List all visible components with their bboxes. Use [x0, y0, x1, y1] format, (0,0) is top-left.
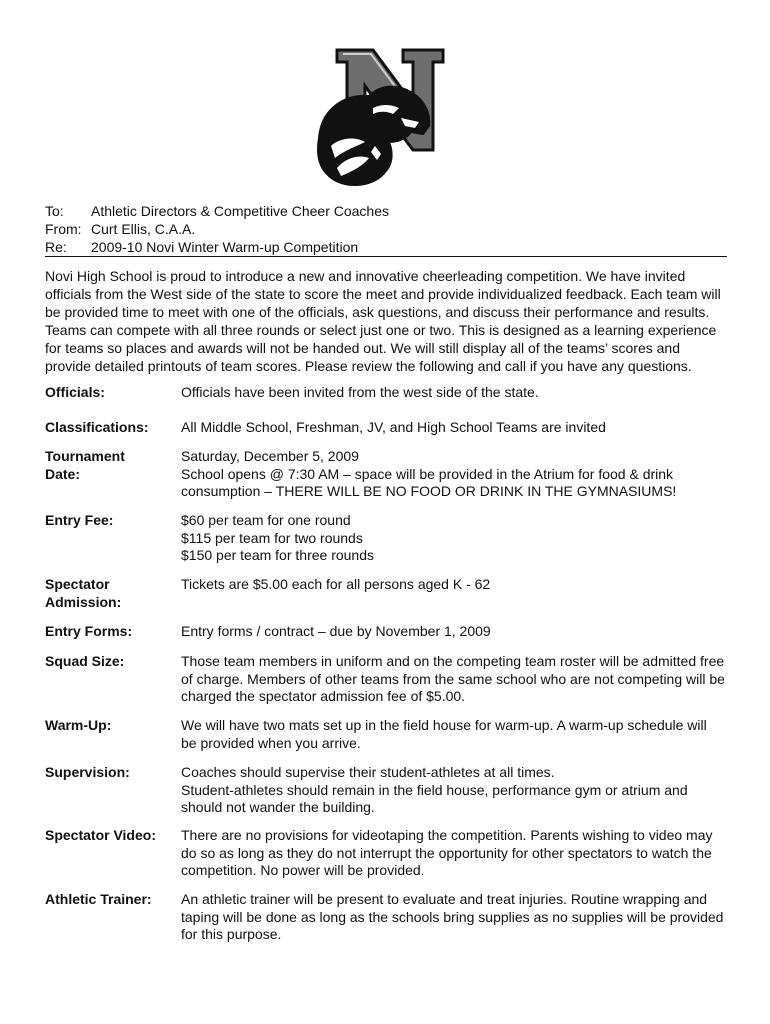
detail-label: Classifications:	[45, 419, 149, 435]
detail-label: Tournament Date:	[45, 448, 125, 482]
memo-from-row	[45, 220, 735, 238]
detail-entry-fee	[45, 512, 735, 565]
detail-spectator-video	[45, 827, 735, 880]
detail-label: Entry Fee:	[45, 512, 114, 528]
detail-spectator-admission	[45, 576, 735, 611]
detail-entry-forms	[45, 623, 735, 641]
detail-label: Officials:	[45, 384, 105, 400]
detail-tournament-date	[45, 448, 735, 501]
novi-wildcats-logo	[315, 42, 453, 192]
detail-label: Athletic Trainer:	[45, 891, 152, 907]
intro-line: officials from the West side of the state to score the meet and provide individualized feedback. Each team will	[45, 286, 721, 302]
detail-value: $60 per team for one round $115 per team for two rounds $150 per team for three rounds	[181, 512, 375, 563]
detail-value: Coaches should supervise their student-athletes at all times. Student-athletes should remain in the field house, performance gym or atrium and should not wander the building.	[181, 764, 688, 815]
detail-classifications	[45, 419, 735, 437]
detail-value: Entry forms / contract – due by November 1, 2009	[181, 623, 491, 639]
detail-label: Entry Forms:	[45, 623, 133, 639]
memo-to-row	[45, 202, 735, 220]
memo-re-label: Re:	[45, 239, 67, 255]
detail-squad-size	[45, 653, 735, 706]
intro-line: be provided time to meet with one of the officials, ask questions, and discuss their performance and results.	[45, 304, 710, 320]
header-divider	[45, 256, 727, 257]
detail-label: Warm-Up:	[45, 717, 112, 733]
memo-header	[45, 202, 735, 256]
detail-athletic-trainer	[45, 891, 735, 944]
memo-re-value: 2009-10 Novi Winter Warm-up Competition	[91, 239, 359, 255]
detail-warm-up	[45, 717, 735, 752]
detail-value: Tickets are $5.00 each for all persons aged K - 62	[181, 576, 491, 592]
intro-line: Teams can compete with all three rounds or select just one or two. This is designed as a learning experience	[45, 322, 717, 338]
memo-re-row	[45, 238, 735, 256]
memo-from-label: From:	[45, 221, 82, 237]
detail-label: Squad Size:	[45, 653, 125, 669]
detail-value: We will have two mats set up in the field house for warm-up. A warm-up schedule will be provided when you arrive.	[181, 717, 707, 751]
detail-value: Those team members in uniform and on the competing team roster will be admitted free of charge. Members of other teams from the same school who are not competing will be charged the spectator admission fee of $5.00.	[181, 653, 725, 704]
intro-paragraph	[45, 267, 735, 375]
detail-label: Spectator Video:	[45, 827, 156, 843]
detail-value: Officials have been invited from the west side of the state.	[181, 384, 539, 400]
intro-line: Novi High School is proud to introduce a new and innovative cheerleading competition. We have invited	[45, 268, 686, 284]
memo-to-value: Athletic Directors & Competitive Cheer Coaches	[91, 203, 390, 219]
detail-label: Spectator Admission:	[45, 576, 122, 610]
memo-to-label: To:	[45, 203, 64, 219]
detail-value: An athletic trainer will be present to evaluate and treat injuries. Routine wrapping and taping will be done as long as the schools bring supplies as no supplies will be provided for this purpose.	[181, 891, 724, 942]
detail-label: Supervision:	[45, 764, 130, 780]
intro-line: for teams so places and awards will not be handed out. We will still display all of the teams’ scores and	[45, 340, 680, 356]
detail-supervision	[45, 764, 735, 817]
detail-value: There are no provisions for videotaping the competition. Parents wishing to video may do so as long as they do not interrupt the opportunity for other spectators to watch the competition. No power will be provided.	[181, 827, 713, 878]
detail-officials	[45, 384, 735, 402]
detail-value: Saturday, December 5, 2009 School opens @ 7:30 AM – space will be provided in the Atrium for food & drink consumption – THERE WILL BE NO FOOD OR DRINK IN THE GYMNASIUMS!	[181, 448, 677, 499]
memo-from-value: Curt Ellis, C.A.A.	[91, 221, 196, 237]
detail-value: All Middle School, Freshman, JV, and High School Teams are invited	[181, 419, 606, 435]
intro-line: provide detailed printouts of team scores. Please review the following and call if you have any questions.	[45, 358, 692, 374]
